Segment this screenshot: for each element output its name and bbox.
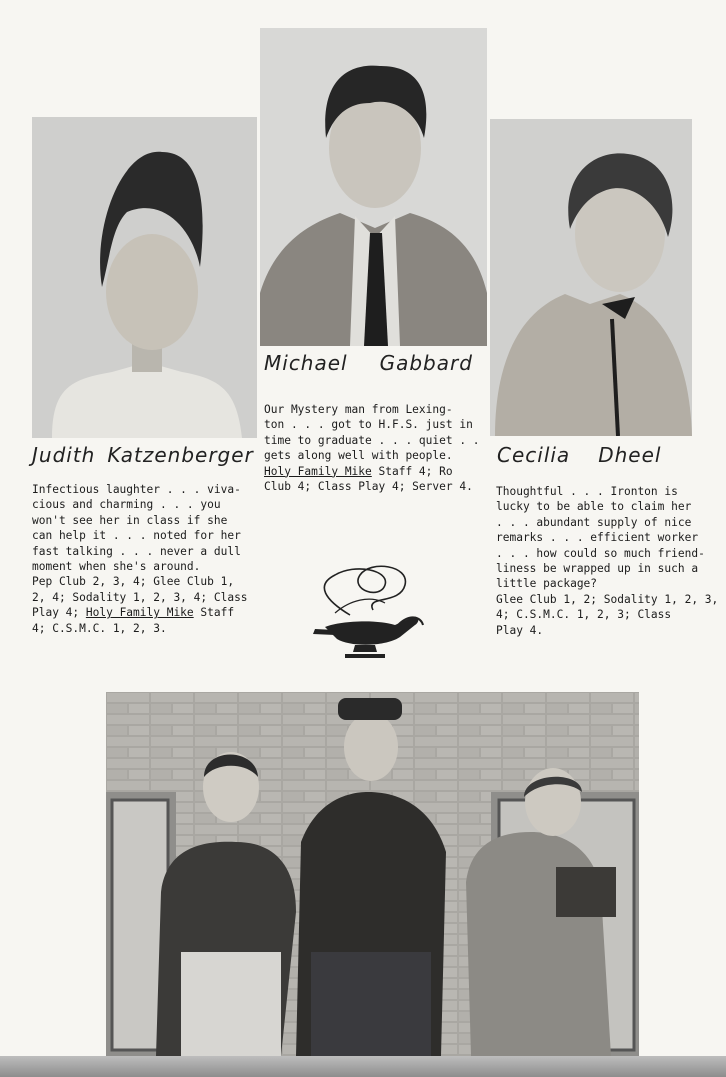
bio-line: remarks . . . efficient worker <box>496 531 699 545</box>
bio-line: Glee Club 1, 2; Sodality 1, 2, 3, <box>496 592 719 606</box>
bio-line: lucky to be able to claim her <box>496 500 692 514</box>
bio-cecilia-dheel <box>496 484 719 638</box>
name-judith-katzenberger: Judith Katzenberger <box>32 443 254 467</box>
portrait-michael-gabbard <box>260 28 487 346</box>
bio-line: won't see her in class if she <box>32 513 228 527</box>
bio-michael-gabbard <box>264 402 482 494</box>
name-michael-gabbard: Michael Gabbard <box>264 351 473 375</box>
group-photo <box>106 692 639 1056</box>
bio-line: Pep Club 2, 3, 4; Glee Club 1, <box>32 575 235 589</box>
bio-line: Holy Family Mike Staff 4; Ro <box>264 464 453 478</box>
bio-line: fast talking . . . never a dull <box>32 544 241 558</box>
bio-line: liness be wrapped up in such a <box>496 562 699 576</box>
bio-line: can help it . . . noted for her <box>32 529 241 543</box>
bio-line: Our Mystery man from Lexing- <box>264 403 453 416</box>
bio-line: Infectious laughter . . . viva- <box>32 483 241 496</box>
publication-title: Holy Family Mike <box>264 464 372 478</box>
bio-judith-katzenberger <box>32 482 248 636</box>
bio-line: 2, 4; Sodality 1, 2, 3, 4; Class <box>32 590 248 604</box>
bio-line: little package? <box>496 577 598 591</box>
bio-line: Club 4; Class Play 4; Server 4. <box>264 480 473 494</box>
bio-line: . . . abundant supply of nice <box>496 515 692 529</box>
page-bottom-border <box>0 1056 726 1077</box>
bio-line: . . . how could so much friend- <box>496 546 705 560</box>
name-cecilia-dheel: Cecilia Dheel <box>497 443 662 467</box>
bio-line: moment when she's around. <box>32 560 201 574</box>
bio-line: cious and charming . . . you <box>32 498 221 512</box>
portrait-cecilia-dheel <box>490 119 692 436</box>
bio-line: ton . . . got to H.F.S. just in <box>264 418 473 432</box>
bio-line: Play 4; Holy Family Mike Staff <box>32 606 235 620</box>
lamp-of-learning-icon <box>295 555 430 665</box>
bio-line: Play 4. <box>496 623 544 637</box>
bio-line: gets along well with people. <box>264 449 453 463</box>
publication-title: Holy Family Mike <box>85 606 194 620</box>
portrait-judith-katzenberger <box>32 117 257 438</box>
bio-line: Thoughtful . . . Ironton is <box>496 485 678 498</box>
bio-line: time to graduate . . . quiet . . <box>264 433 480 447</box>
bio-line: 4; C.S.M.C. 1, 2, 3. <box>32 621 167 635</box>
bio-line: 4; C.S.M.C. 1, 2, 3; Class <box>496 608 672 622</box>
